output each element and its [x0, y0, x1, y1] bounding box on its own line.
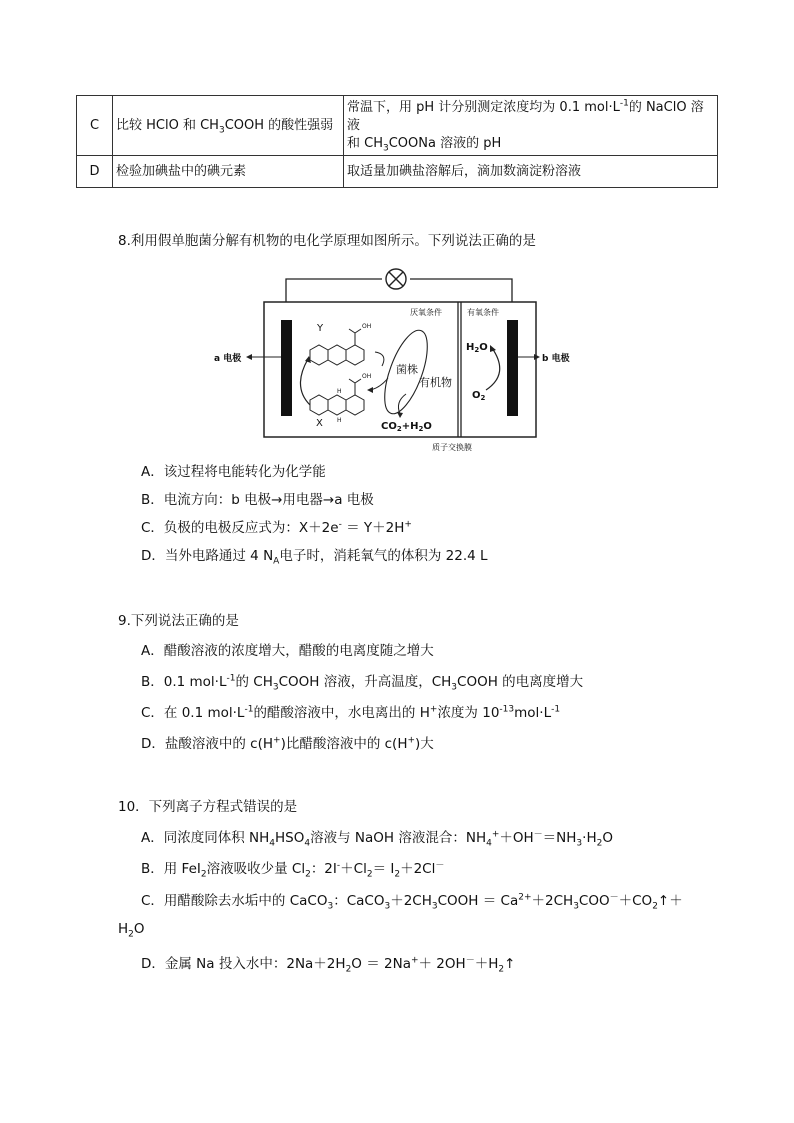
x-nh-label: H	[337, 388, 342, 395]
x-label: X	[316, 418, 323, 429]
question-9-stem: 9.下列说法正确的是	[118, 613, 239, 629]
co2-water-label: $CO_2+H_2O$	[381, 421, 432, 433]
experiment-cell: 检验加碘盐中的碘元素	[113, 156, 344, 188]
bacteria-label: 菌株	[396, 363, 418, 376]
q10-option-d[interactable]: D．金属 Na 投入水中：$2Na+2H_2O = 2Na^++$ $2OH^-+H_2↑$	[141, 955, 516, 975]
y-cooh-label: OH	[362, 323, 372, 330]
oxygen-label: $O_2$	[472, 390, 486, 402]
y-label: Y	[317, 323, 324, 334]
table-row	[77, 156, 718, 188]
experiment-cell: 比较 HClO 和 $CH_3COOH$ 的酸性强弱	[113, 96, 344, 156]
aerobic-label: 有氧条件	[467, 308, 499, 317]
b-electrode-label: b 电极	[542, 354, 570, 364]
table-row	[77, 96, 718, 156]
q9-option-b[interactable]: B．0.1 $mol\cdot L^{-1}$的 $CH_3COOH$ 溶液，升高温度，$CH_3COOH$ 的电离度增大	[141, 673, 584, 693]
electrode-b	[507, 320, 518, 416]
operation-cell: 取适量加碘盐溶解后，滴加数滴淀粉溶液	[344, 156, 718, 188]
q8-option-a[interactable]: A．该过程将电能转化为化学能	[141, 464, 326, 480]
q10-option-c[interactable]: C．用醋酸除去水垢中的 CaCO$_3$：$CaCO_3+2CH_3COOH$ ＝ $Ca^{2+}+2CH_3COO^-+CO_2↑+$	[141, 892, 683, 912]
q10-option-a[interactable]: A．同浓度同体积 $NH_4HSO_4$溶液与 NaOH 溶液混合：$NH_4^++OH^-=NH_3\cdot H_2O$	[141, 829, 613, 849]
electrochemical-cell-diagram	[210, 262, 580, 457]
organic-label: 有机物	[419, 376, 452, 389]
question-10-stem: 10．下列离子方程式错误的是	[118, 799, 298, 815]
a-electrode-label: a 电极	[214, 354, 242, 364]
q10-option-c-continued: $H_2O$	[118, 921, 145, 940]
x-cooh-label: OH	[362, 373, 372, 380]
q9-option-c[interactable]: C．在 0.1 $mol\cdot L^{-1}$的醋酸溶液中，水电离出的 H+浓度为 $10^{-13}mol\cdot L^{-1}$	[141, 704, 561, 721]
electrode-a	[281, 320, 292, 416]
options-table	[76, 95, 718, 188]
q9-option-a[interactable]: A．醋酸溶液的浓度增大，醋酸的电离度随之增大	[141, 643, 434, 659]
membrane-label: 质子交换膜	[432, 443, 472, 452]
q8-option-d[interactable]: D．当外电路通过 4 $N_A$电子时，消耗氧气的体积为 22.4 L	[141, 548, 488, 567]
lamp-icon	[386, 269, 406, 289]
operation-cell: 常温下，用 pH 计分别测定浓度均为 0.1 $mol\cdot L^{-1}$的 NaClO 溶液 和 $CH_3COONa$ 溶液的 pH	[344, 96, 718, 156]
option-key: D	[77, 156, 113, 188]
option-key: C	[77, 96, 113, 156]
x-nh-label-2: H	[337, 417, 342, 424]
q8-option-c[interactable]: C．负极的电极反应式为：X＋2e- ＝ Y＋2H+	[141, 519, 412, 536]
q8-option-b[interactable]: B．电流方向：b 电极→用电器→a 电极	[141, 492, 374, 508]
q9-option-d[interactable]: D．盐酸溶液中的 c(H+)比醋酸溶液中的 c(H+)大	[141, 735, 434, 752]
anaerobic-label: 厌氧条件	[410, 308, 442, 317]
q10-option-b[interactable]: B．用 FeI$_2$溶液吸收少量 $Cl_2$：$2I^-+Cl_2= I_2+2Cl^-$	[141, 860, 445, 880]
water-label: $H_2O$	[466, 342, 488, 354]
question-8-stem: 8.利用假单胞菌分解有机物的电化学原理如图所示。下列说法正确的是	[118, 233, 536, 249]
